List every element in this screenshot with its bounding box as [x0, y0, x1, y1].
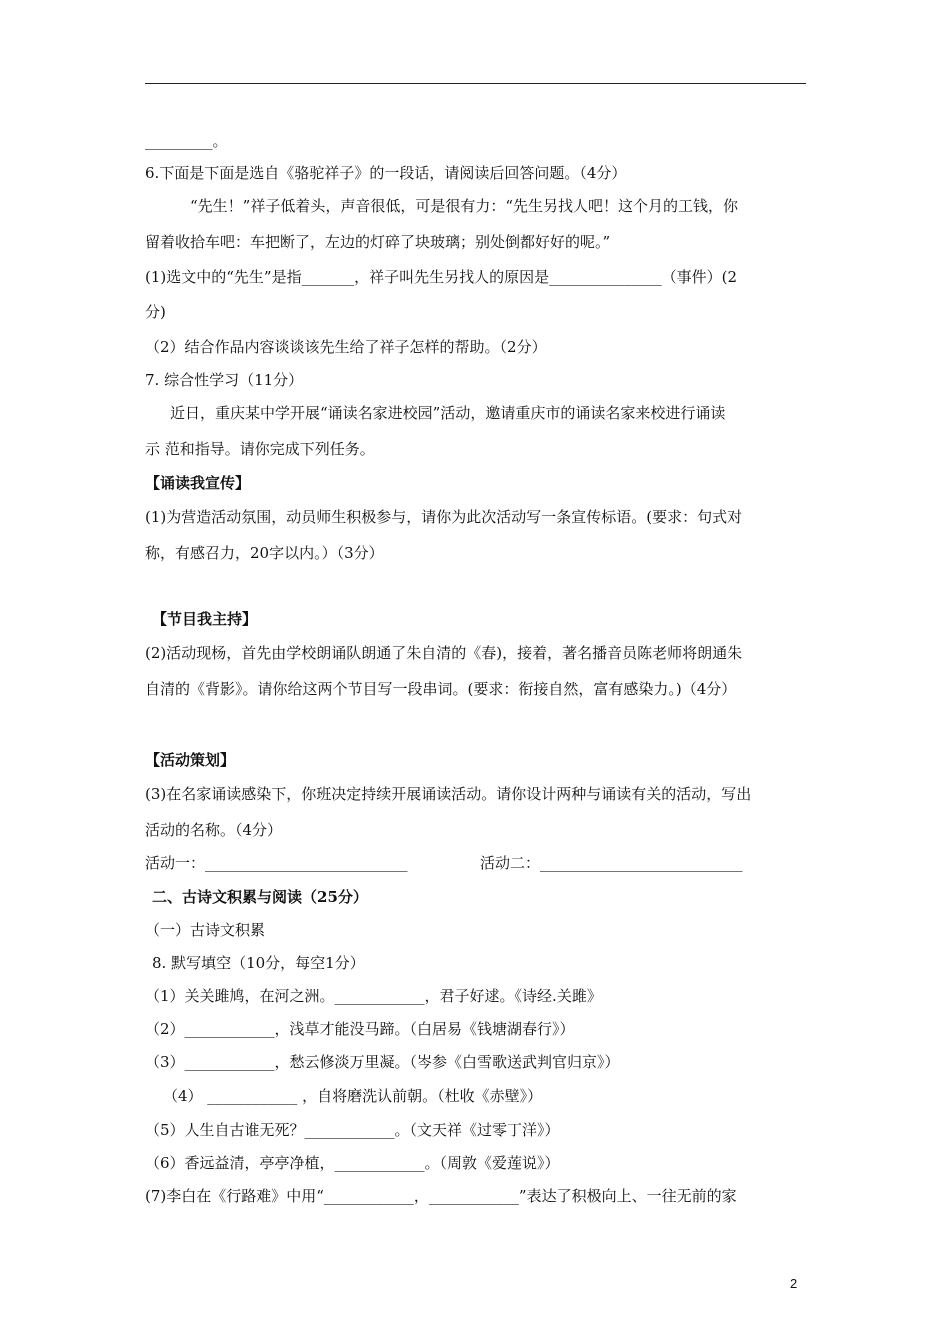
header-rule: [145, 83, 806, 84]
question-6-2: （2）结合作品内容谈谈该先生给了祥子怎样的帮助。（2分）: [145, 338, 547, 356]
question-8-4: （4） ____________ ，自将磨洗认前朝。（杜收《赤壁》）: [163, 1087, 543, 1105]
text-line-1: _________。: [145, 132, 228, 150]
question-8-5: （5）人生自古谁无死？____________。（文天祥《过零丁洋》）: [145, 1121, 560, 1139]
section-heading-host: 【节目我主持】: [152, 610, 258, 628]
section-heading-promo: 【诵读我宣传】: [145, 474, 251, 492]
question-7-intro-1: 近日，重庆某中学开展“诵读名家进校园”活动，邀请重庆市的诵读名家来校进行诵读: [170, 404, 726, 422]
question-6-1: (1)选文中的“先生”是指_______，祥子叫先生另找人的原因是_______________（事件）(2: [145, 268, 737, 286]
quote-line-2: 留着收拾车吧：车把断了，左边的灯碎了块玻璃；别处倒都好好的呢。”: [145, 233, 611, 251]
activity-one: 活动一：___________________________: [145, 854, 408, 872]
part-two-heading: 二、古诗文积累与阅读（25分）: [152, 888, 368, 906]
question-8-1: （1）关关雎鸠，在河之洲。____________，君子好逑。《诗经.关雎》: [145, 987, 602, 1005]
section-heading-plan: 【活动策划】: [145, 751, 236, 769]
question-7-1: (1)为营造活动氛围，动员师生积极参与，请你为此次活动写一条宣传标语。(要求：句式对: [145, 508, 743, 526]
question-8-3: （3）____________，愁云修淡万里凝。（岑参《白雪歌送武判官归京》）: [145, 1053, 620, 1071]
question-7-2-cont: 自清的《背影》。请你给这两个节目写一段串词。(要求：衔接自然，富有感染力。)（4分）: [145, 680, 737, 698]
quote-line-1: “先生！”祥子低着头，声音很低，可是很有力：“先生另找人吧！这个月的工钱，你: [190, 197, 739, 215]
part-two-sub-1: （一）古诗文积累: [145, 921, 266, 939]
question-8-7: (7)李白在《行路难》中用“____________，____________”表达了积极向上、一往无前的家: [145, 1187, 737, 1205]
question-6-1-cont: 分): [145, 303, 166, 321]
question-8-2: （2）____________，浅草才能没马蹄。（白居易《钱塘湖春行》）: [145, 1020, 575, 1038]
question-8-title: 8. 默写填空（10分，每空1分）: [152, 954, 365, 972]
question-7-3-cont: 活动的名称。（4分）: [145, 821, 283, 839]
activity-two: 活动二：___________________________: [480, 854, 743, 872]
question-7-2: (2)活动现杨，首先由学校朗诵队朗通了朱自清的《春)，接着，著名播音员陈老师将朗通朱: [145, 644, 743, 662]
question-7-1-cont: 称，有感召力，20字以内。）（3分）: [145, 544, 384, 562]
question-6-title: 6.下面是下面是选自《骆驼祥子》的一段话，请阅读后回答问题。（4分）: [145, 164, 627, 182]
question-7-intro-2: 示 范和指导。请你完成下列任务。: [145, 440, 375, 458]
question-7-title: 7. 综合性学习（11分）: [145, 371, 304, 389]
page-number: 2: [790, 1276, 798, 1291]
question-8-6: （6）香远益清，亭亭净植，____________。（周敦《爱莲说》）: [145, 1154, 560, 1172]
question-7-3: (3)在名家诵读感染下，你班决定持续开展诵读活动。请你设计两种与诵读有关的活动，写出: [145, 785, 752, 803]
